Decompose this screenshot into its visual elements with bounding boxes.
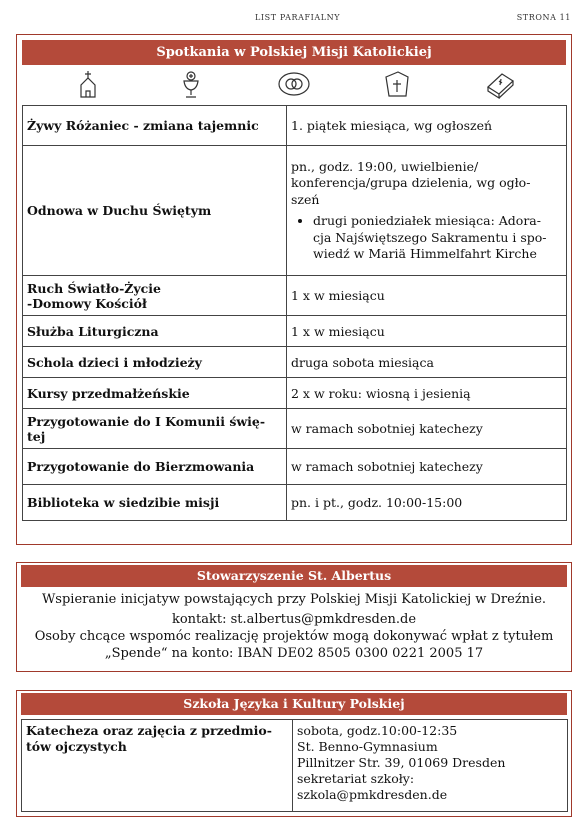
- row-value-text: pn., godz. 19:00, uwielbienie/ konferencja/grupa dzielenia, wg ogło- szeń: [291, 158, 531, 207]
- page-header-title: LIST PARAFIALNY: [255, 13, 341, 22]
- table-row: [23, 449, 567, 485]
- meetings-table: [22, 105, 567, 521]
- table-row: [23, 146, 567, 276]
- row-key: Przygotowanie do Bierzmowania: [23, 449, 287, 485]
- meetings-title: Spotkania w Polskiej Misji Katolickiej: [22, 40, 566, 65]
- albertus-line: Wspieranie inicjatyw powstających przy Polskiej Misji Katolickiej w Dreźnie.: [41, 592, 547, 607]
- albertus-line: Osoby chcące wspomóc realizację projektów mogą dokonywać wpłat z tytułem: [34, 629, 554, 644]
- row-key: Kursy przedmałżeńskie: [23, 378, 287, 409]
- albertus-body: [17, 587, 571, 664]
- confession-icon: [379, 68, 415, 100]
- row-value-bullet: • drugi poniedziałek miesiąca: Adora- cja Najświętszego Sakramentu i spo- wiedź w Mariä Himmelfahrt Kirche: [313, 213, 562, 263]
- row-key: Katecheza oraz zajęcia z przedmio- tów ojczystych: [22, 720, 293, 812]
- meetings-section: [16, 34, 572, 545]
- school-line: sekretariat szkoły:: [297, 771, 415, 786]
- school-title: Szkoła Języka i Kultury Polskiej: [21, 693, 567, 715]
- rings-icon: [276, 68, 312, 100]
- row-key: Biblioteka w siedzibie misji: [23, 485, 287, 521]
- row-value: pn. i pt., godz. 10:00-15:00: [287, 485, 567, 521]
- row-key: Ruch Światło-Życie -Domowy Kościół: [23, 276, 287, 316]
- school-line: sobota, godz.10:00-12:35: [297, 723, 458, 738]
- school-line: St. Benno-Gymnasium: [297, 739, 438, 754]
- icon-row: [37, 67, 551, 101]
- albertus-title: Stowarzyszenie St. Albertus: [21, 565, 567, 587]
- row-value: druga sobota miesiąca: [287, 347, 567, 378]
- bible-icon: [482, 68, 518, 100]
- albertus-contact: kontakt: st.albertus@pmkdresden.de: [171, 612, 417, 627]
- row-value: 1 x w miesiącu: [287, 316, 567, 347]
- albertus-section: [16, 562, 572, 672]
- table-row: [23, 485, 567, 521]
- church-icon: [70, 68, 106, 100]
- albertus-bank: „Spende“ na konto: IBAN DE02 8505 0300 0221 2005 17: [104, 646, 484, 661]
- row-value: w ramach sobotniej katechezy: [287, 409, 567, 449]
- row-value: [293, 720, 568, 812]
- table-row: [22, 720, 568, 812]
- table-row: [23, 409, 567, 449]
- row-key: Przygotowanie do I Komunii świę- tej: [23, 409, 287, 449]
- row-key: Schola dzieci i młodzieży: [23, 347, 287, 378]
- table-row: [23, 276, 567, 316]
- page-number: STRONA 11: [516, 13, 571, 22]
- school-email: szkola@pmkdresden.de: [297, 787, 448, 802]
- row-key: Żywy Różaniec - zmiana tajemnic: [23, 106, 287, 146]
- school-section: [16, 690, 572, 817]
- table-row: [23, 347, 567, 378]
- table-row: [23, 106, 567, 146]
- row-value: w ramach sobotniej katechezy: [287, 449, 567, 485]
- row-key: Służba Liturgiczna: [23, 316, 287, 347]
- table-row: [23, 378, 567, 409]
- school-line: Pillnitzer Str. 39, 01069 Dresden: [297, 755, 506, 770]
- school-table: [21, 719, 568, 812]
- row-value: [287, 146, 567, 276]
- row-value: 1. piątek miesiąca, wg ogłoszeń: [287, 106, 567, 146]
- row-key: Odnowa w Duchu Świętym: [23, 146, 287, 276]
- chalice-icon: [173, 68, 209, 100]
- row-value: 2 x w roku: wiosną i jesienią: [287, 378, 567, 409]
- table-row: [23, 316, 567, 347]
- row-value: 1 x w miesiącu: [287, 276, 567, 316]
